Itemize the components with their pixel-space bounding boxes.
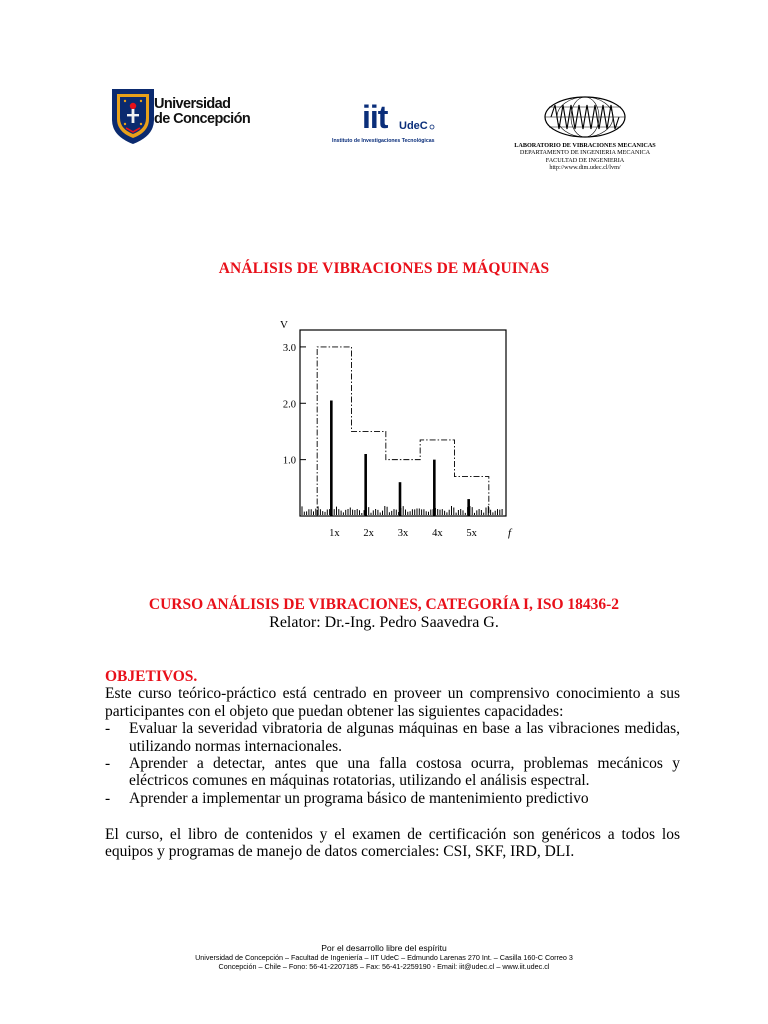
udec-logo-line-2: de Concepción <box>154 111 251 127</box>
list-item <box>105 755 680 790</box>
closing-paragraph: El curso, el libro de contenidos y el examen de certificación son genéricos a todos los equipos y programas de manejo de datos comerciales: CSI, SKF, IRD, DLI. <box>105 826 680 861</box>
x-tick-label: 1x <box>329 528 340 539</box>
udec-logo-text <box>154 97 250 127</box>
objectives-list <box>105 720 680 807</box>
objectives-heading: OBJETIVOS. <box>105 668 198 685</box>
x-tick-label: 5x <box>466 528 477 539</box>
footer-contact: Concepción – Chile – Fono: 56-41-2207185 – Fax: 56-41-2259190 - Email: iit@udec.cl – www.iit.udec.cl <box>218 962 550 971</box>
list-item <box>105 720 680 755</box>
iit-logo-subtitle: Instituto de Investigaciones Tecnológicas <box>332 138 435 144</box>
udec-logo-line-1: Universidad <box>154 96 231 112</box>
registered-icon <box>430 125 434 129</box>
udec-logo <box>108 86 258 146</box>
y-tick-label: 3.0 <box>282 342 296 354</box>
iit-logo-mark-text: iit <box>362 100 388 135</box>
x-axis-label: f <box>508 527 512 539</box>
course-title: CURSO ANÁLISIS DE VIBRACIONES, CATEGORÍA I, ISO 18436-2 <box>148 596 620 613</box>
x-tick-label: 2x <box>363 528 374 539</box>
course-relator: Relator: Dr.-Ing. Pedro Saavedra G. <box>269 614 499 631</box>
bullet-dash: - <box>105 720 111 738</box>
alarm-band-line <box>317 347 489 516</box>
footer-slogan: Por el desarrollo libre del espíritu <box>321 943 447 953</box>
iit-logo <box>330 100 460 148</box>
objective-text: Aprender a implementar un programa básico de mantenimiento predictivo <box>129 789 589 807</box>
vibration-wave-icon <box>543 94 627 140</box>
bullet-dash: - <box>105 789 111 807</box>
x-tick-label: 3x <box>397 528 409 539</box>
objectives-section <box>105 668 680 807</box>
lab-name: LABORATORIO DE VIBRACIONES MECANICAS <box>514 142 656 149</box>
x-tick-label: 4x <box>432 528 443 539</box>
document-title: ANÁLISIS DE VIBRACIONES DE MÁQUINAS <box>218 260 550 277</box>
page-footer <box>0 943 768 971</box>
udec-shield-icon <box>108 86 158 146</box>
bullet-dash: - <box>105 755 111 773</box>
y-axis-label: V <box>280 319 288 331</box>
lab-department: DEPARTAMENTO DE INGENIERIA MECANICA <box>519 149 651 157</box>
lab-logo <box>500 94 670 172</box>
y-tick-label: 2.0 <box>282 399 296 411</box>
objective-text: Evaluar la severidad vibratoria de algunas máquinas en base a las vibraciones medidas, utilizando normas internacionales. <box>129 720 680 755</box>
objectives-intro: Este curso teórico-práctico está centrado en proveer un comprensivo conocimiento a sus participantes con el objeto que puedan obtener las siguientes capacidades: <box>105 685 680 720</box>
footer-address: Universidad de Concepción – Facultad de Ingeniería – IIT UdeC – Edmundo Larenas 270 Int. – Casilla 160-C Correo 3 <box>195 953 573 962</box>
lab-faculty: FACULTAD DE INGENIERIA <box>545 156 625 164</box>
objective-text: Aprender a detectar, antes que una falla costosa ocurra, problemas mecánicos y eléctricos comunes en máquinas rotatorias, utilizando el análisis espectral. <box>129 755 680 790</box>
iit-logo-mark <box>362 100 462 136</box>
lab-url: http://www.dim.udec.cl/lvm/ <box>549 164 621 172</box>
vibration-spectrum-chart <box>262 312 522 548</box>
iit-logo-suffix: UdeC <box>399 120 428 132</box>
list-item <box>105 790 680 807</box>
y-tick-label: 1.0 <box>282 455 296 467</box>
